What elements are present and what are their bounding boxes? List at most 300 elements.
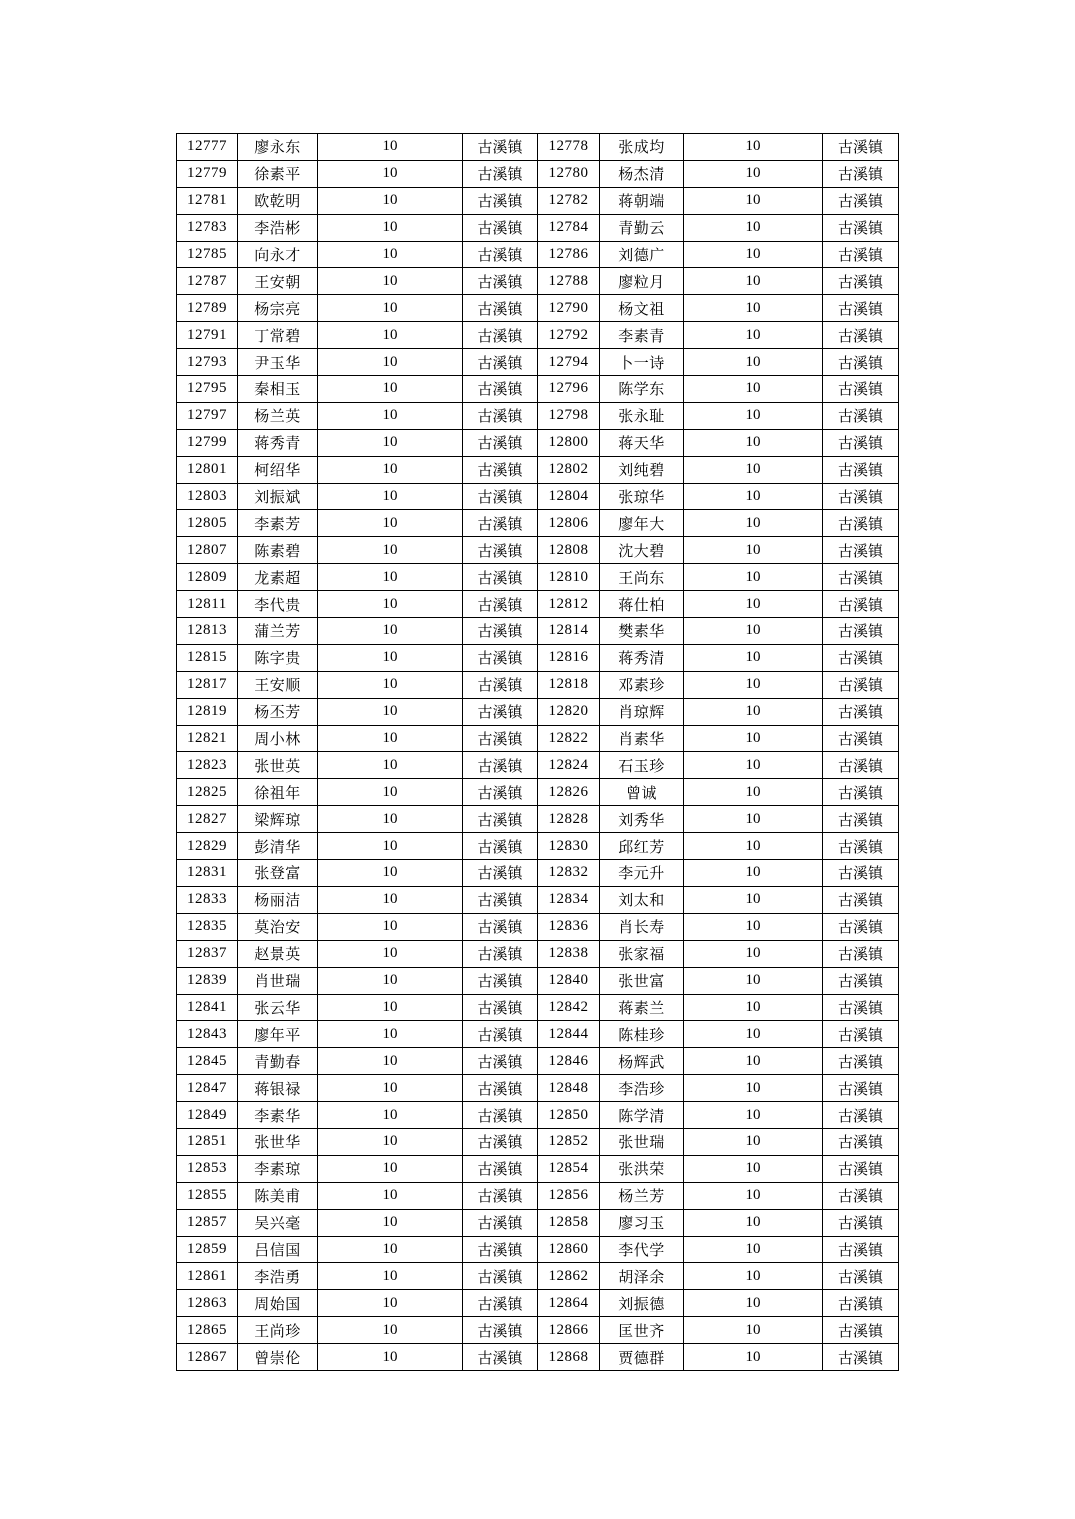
right-town-cell: 古溪镇 — [823, 644, 899, 671]
right-name-cell: 肖琼辉 — [600, 698, 684, 725]
right-score-cell: 10 — [684, 1344, 823, 1371]
table-row — [177, 618, 899, 645]
left-town-cell: 古溪镇 — [463, 1048, 538, 1075]
right-score-cell: 10 — [684, 349, 823, 376]
right-id-cell: 12840 — [538, 967, 600, 994]
right-score-cell: 10 — [684, 1263, 823, 1290]
table-row — [177, 1182, 899, 1209]
left-score-cell: 10 — [318, 1021, 463, 1048]
left-town-cell: 古溪镇 — [463, 886, 538, 913]
left-score-cell: 10 — [318, 1075, 463, 1102]
right-score-cell: 10 — [684, 994, 823, 1021]
right-id-cell: 12848 — [538, 1075, 600, 1102]
right-score-cell: 10 — [684, 241, 823, 268]
left-score-cell: 10 — [318, 402, 463, 429]
table-row — [177, 1155, 899, 1182]
right-town-cell: 古溪镇 — [823, 940, 899, 967]
left-score-cell: 10 — [318, 1182, 463, 1209]
left-id-cell: 12793 — [177, 349, 238, 376]
right-score-cell: 10 — [684, 1317, 823, 1344]
left-name-cell: 李浩彬 — [238, 214, 318, 241]
left-score-cell: 10 — [318, 1048, 463, 1075]
left-score-cell: 10 — [318, 376, 463, 403]
right-town-cell: 古溪镇 — [823, 376, 899, 403]
left-town-cell: 古溪镇 — [463, 1236, 538, 1263]
right-id-cell: 12818 — [538, 671, 600, 698]
right-id-cell: 12854 — [538, 1155, 600, 1182]
right-id-cell: 12844 — [538, 1021, 600, 1048]
left-town-cell: 古溪镇 — [463, 806, 538, 833]
left-score-cell: 10 — [318, 295, 463, 322]
left-id-cell: 12847 — [177, 1075, 238, 1102]
table-row — [177, 1290, 899, 1317]
table-row — [177, 1048, 899, 1075]
left-name-cell: 刘振斌 — [238, 483, 318, 510]
right-name-cell: 李浩珍 — [600, 1075, 684, 1102]
left-id-cell: 12809 — [177, 564, 238, 591]
left-score-cell: 10 — [318, 806, 463, 833]
left-town-cell: 古溪镇 — [463, 1075, 538, 1102]
left-name-cell: 周始国 — [238, 1290, 318, 1317]
left-town-cell: 古溪镇 — [463, 564, 538, 591]
table-row — [177, 349, 899, 376]
table-row — [177, 752, 899, 779]
left-score-cell: 10 — [318, 994, 463, 1021]
right-id-cell: 12778 — [538, 134, 600, 161]
right-name-cell: 贾德群 — [600, 1344, 684, 1371]
left-name-cell: 廖年平 — [238, 1021, 318, 1048]
right-town-cell: 古溪镇 — [823, 241, 899, 268]
left-score-cell: 10 — [318, 483, 463, 510]
right-name-cell: 樊素华 — [600, 618, 684, 645]
left-score-cell: 10 — [318, 349, 463, 376]
right-town-cell: 古溪镇 — [823, 483, 899, 510]
left-town-cell: 古溪镇 — [463, 1155, 538, 1182]
right-town-cell: 古溪镇 — [823, 1290, 899, 1317]
left-id-cell: 12833 — [177, 886, 238, 913]
table-row — [177, 1021, 899, 1048]
table-row — [177, 268, 899, 295]
left-id-cell: 12855 — [177, 1182, 238, 1209]
table-row — [177, 295, 899, 322]
left-name-cell: 陈字贵 — [238, 644, 318, 671]
left-id-cell: 12831 — [177, 860, 238, 887]
right-score-cell: 10 — [684, 1236, 823, 1263]
left-name-cell: 曾崇伦 — [238, 1344, 318, 1371]
right-name-cell: 匡世齐 — [600, 1317, 684, 1344]
right-score-cell: 10 — [684, 967, 823, 994]
table-row — [177, 913, 899, 940]
right-town-cell: 古溪镇 — [823, 429, 899, 456]
right-id-cell: 12860 — [538, 1236, 600, 1263]
left-score-cell: 10 — [318, 779, 463, 806]
left-score-cell: 10 — [318, 1317, 463, 1344]
left-score-cell: 10 — [318, 1263, 463, 1290]
left-name-cell: 张登富 — [238, 860, 318, 887]
left-score-cell: 10 — [318, 833, 463, 860]
left-id-cell: 12863 — [177, 1290, 238, 1317]
table-row — [177, 860, 899, 887]
left-town-cell: 古溪镇 — [463, 429, 538, 456]
left-town-cell: 古溪镇 — [463, 1344, 538, 1371]
table-row — [177, 187, 899, 214]
left-town-cell: 古溪镇 — [463, 187, 538, 214]
left-score-cell: 10 — [318, 1236, 463, 1263]
right-town-cell: 古溪镇 — [823, 537, 899, 564]
left-town-cell: 古溪镇 — [463, 134, 538, 161]
left-id-cell: 12817 — [177, 671, 238, 698]
right-name-cell: 邱红芳 — [600, 833, 684, 860]
left-town-cell: 古溪镇 — [463, 913, 538, 940]
table-row — [177, 322, 899, 349]
left-town-cell: 古溪镇 — [463, 591, 538, 618]
left-id-cell: 12805 — [177, 510, 238, 537]
right-score-cell: 10 — [684, 886, 823, 913]
left-score-cell: 10 — [318, 564, 463, 591]
right-name-cell: 刘太和 — [600, 886, 684, 913]
left-name-cell: 王安顺 — [238, 671, 318, 698]
left-name-cell: 吴兴毫 — [238, 1209, 318, 1236]
right-score-cell: 10 — [684, 456, 823, 483]
right-id-cell: 12792 — [538, 322, 600, 349]
left-id-cell: 12791 — [177, 322, 238, 349]
right-id-cell: 12812 — [538, 591, 600, 618]
left-score-cell: 10 — [318, 1290, 463, 1317]
right-name-cell: 卜一诗 — [600, 349, 684, 376]
table-row — [177, 134, 899, 161]
left-name-cell: 周小林 — [238, 725, 318, 752]
right-town-cell: 古溪镇 — [823, 1075, 899, 1102]
right-name-cell: 肖长寿 — [600, 913, 684, 940]
right-id-cell: 12798 — [538, 402, 600, 429]
right-town-cell: 古溪镇 — [823, 402, 899, 429]
left-town-cell: 古溪镇 — [463, 537, 538, 564]
left-id-cell: 12803 — [177, 483, 238, 510]
right-id-cell: 12780 — [538, 160, 600, 187]
left-name-cell: 彭清华 — [238, 833, 318, 860]
left-id-cell: 12851 — [177, 1128, 238, 1155]
left-town-cell: 古溪镇 — [463, 860, 538, 887]
table-row — [177, 160, 899, 187]
left-id-cell: 12789 — [177, 295, 238, 322]
left-name-cell: 肖世瑞 — [238, 967, 318, 994]
right-name-cell: 肖素华 — [600, 725, 684, 752]
right-name-cell: 杨兰芳 — [600, 1182, 684, 1209]
right-town-cell: 古溪镇 — [823, 1236, 899, 1263]
right-name-cell: 石玉珍 — [600, 752, 684, 779]
left-town-cell: 古溪镇 — [463, 698, 538, 725]
left-name-cell: 向永才 — [238, 241, 318, 268]
left-id-cell: 12867 — [177, 1344, 238, 1371]
left-id-cell: 12843 — [177, 1021, 238, 1048]
left-score-cell: 10 — [318, 752, 463, 779]
right-score-cell: 10 — [684, 779, 823, 806]
right-score-cell: 10 — [684, 376, 823, 403]
left-name-cell: 杨丕芳 — [238, 698, 318, 725]
table-row — [177, 483, 899, 510]
left-id-cell: 12815 — [177, 644, 238, 671]
right-town-cell: 古溪镇 — [823, 268, 899, 295]
left-town-cell: 古溪镇 — [463, 349, 538, 376]
right-score-cell: 10 — [684, 564, 823, 591]
right-score-cell: 10 — [684, 1048, 823, 1075]
right-town-cell: 古溪镇 — [823, 1263, 899, 1290]
left-town-cell: 古溪镇 — [463, 671, 538, 698]
right-town-cell: 古溪镇 — [823, 510, 899, 537]
right-id-cell: 12790 — [538, 295, 600, 322]
right-score-cell: 10 — [684, 1182, 823, 1209]
right-score-cell: 10 — [684, 1102, 823, 1129]
right-score-cell: 10 — [684, 429, 823, 456]
table-row — [177, 564, 899, 591]
right-score-cell: 10 — [684, 483, 823, 510]
right-id-cell: 12862 — [538, 1263, 600, 1290]
right-score-cell: 10 — [684, 1021, 823, 1048]
left-town-cell: 古溪镇 — [463, 725, 538, 752]
right-score-cell: 10 — [684, 860, 823, 887]
left-score-cell: 10 — [318, 644, 463, 671]
left-name-cell: 龙素超 — [238, 564, 318, 591]
right-name-cell: 刘秀华 — [600, 806, 684, 833]
left-town-cell: 古溪镇 — [463, 1209, 538, 1236]
right-id-cell: 12814 — [538, 618, 600, 645]
left-score-cell: 10 — [318, 591, 463, 618]
left-score-cell: 10 — [318, 268, 463, 295]
left-name-cell: 陈美甫 — [238, 1182, 318, 1209]
left-name-cell: 青勤春 — [238, 1048, 318, 1075]
right-score-cell: 10 — [684, 806, 823, 833]
table-row — [177, 671, 899, 698]
left-id-cell: 12795 — [177, 376, 238, 403]
table-row — [177, 376, 899, 403]
right-id-cell: 12868 — [538, 1344, 600, 1371]
left-town-cell: 古溪镇 — [463, 295, 538, 322]
right-name-cell: 曾诚 — [600, 779, 684, 806]
left-town-cell: 古溪镇 — [463, 752, 538, 779]
left-id-cell: 12787 — [177, 268, 238, 295]
right-id-cell: 12824 — [538, 752, 600, 779]
left-score-cell: 10 — [318, 967, 463, 994]
left-id-cell: 12857 — [177, 1209, 238, 1236]
left-name-cell: 蒋银禄 — [238, 1075, 318, 1102]
left-name-cell: 蒲兰芳 — [238, 618, 318, 645]
right-name-cell: 张永耻 — [600, 402, 684, 429]
right-score-cell: 10 — [684, 591, 823, 618]
table-row — [177, 1102, 899, 1129]
left-score-cell: 10 — [318, 1128, 463, 1155]
right-town-cell: 古溪镇 — [823, 456, 899, 483]
left-town-cell: 古溪镇 — [463, 268, 538, 295]
table-row — [177, 241, 899, 268]
left-score-cell: 10 — [318, 1155, 463, 1182]
left-town-cell: 古溪镇 — [463, 1182, 538, 1209]
table-row — [177, 214, 899, 241]
right-id-cell: 12782 — [538, 187, 600, 214]
right-id-cell: 12786 — [538, 241, 600, 268]
right-score-cell: 10 — [684, 1075, 823, 1102]
right-id-cell: 12796 — [538, 376, 600, 403]
right-id-cell: 12852 — [538, 1128, 600, 1155]
left-town-cell: 古溪镇 — [463, 1317, 538, 1344]
right-town-cell: 古溪镇 — [823, 806, 899, 833]
right-score-cell: 10 — [684, 510, 823, 537]
right-name-cell: 沈大碧 — [600, 537, 684, 564]
left-town-cell: 古溪镇 — [463, 994, 538, 1021]
right-id-cell: 12804 — [538, 483, 600, 510]
left-score-cell: 10 — [318, 214, 463, 241]
table-row — [177, 429, 899, 456]
right-score-cell: 10 — [684, 618, 823, 645]
left-name-cell: 王尚珍 — [238, 1317, 318, 1344]
roster-table-body — [177, 134, 899, 1371]
right-town-cell: 古溪镇 — [823, 214, 899, 241]
right-name-cell: 王尚东 — [600, 564, 684, 591]
right-name-cell: 陈学清 — [600, 1102, 684, 1129]
right-name-cell: 张成均 — [600, 134, 684, 161]
right-id-cell: 12836 — [538, 913, 600, 940]
left-name-cell: 杨宗亮 — [238, 295, 318, 322]
right-name-cell: 杨辉武 — [600, 1048, 684, 1075]
left-name-cell: 徐祖年 — [238, 779, 318, 806]
right-town-cell: 古溪镇 — [823, 1021, 899, 1048]
right-name-cell: 胡泽余 — [600, 1263, 684, 1290]
right-id-cell: 12820 — [538, 698, 600, 725]
right-town-cell: 古溪镇 — [823, 1182, 899, 1209]
right-id-cell: 12828 — [538, 806, 600, 833]
right-name-cell: 李代学 — [600, 1236, 684, 1263]
left-score-cell: 10 — [318, 456, 463, 483]
right-name-cell: 廖习玉 — [600, 1209, 684, 1236]
right-town-cell: 古溪镇 — [823, 886, 899, 913]
left-id-cell: 12839 — [177, 967, 238, 994]
right-score-cell: 10 — [684, 1209, 823, 1236]
left-id-cell: 12825 — [177, 779, 238, 806]
right-town-cell: 古溪镇 — [823, 779, 899, 806]
right-name-cell: 李素青 — [600, 322, 684, 349]
right-score-cell: 10 — [684, 295, 823, 322]
left-score-cell: 10 — [318, 940, 463, 967]
table-row — [177, 1209, 899, 1236]
right-town-cell: 古溪镇 — [823, 1155, 899, 1182]
left-town-cell: 古溪镇 — [463, 618, 538, 645]
right-score-cell: 10 — [684, 1155, 823, 1182]
right-score-cell: 10 — [684, 1128, 823, 1155]
left-id-cell: 12837 — [177, 940, 238, 967]
left-town-cell: 古溪镇 — [463, 833, 538, 860]
table-row — [177, 698, 899, 725]
right-id-cell: 12802 — [538, 456, 600, 483]
right-id-cell: 12832 — [538, 860, 600, 887]
left-id-cell: 12777 — [177, 134, 238, 161]
left-town-cell: 古溪镇 — [463, 1290, 538, 1317]
right-town-cell: 古溪镇 — [823, 967, 899, 994]
right-town-cell: 古溪镇 — [823, 564, 899, 591]
left-name-cell: 梁辉琼 — [238, 806, 318, 833]
right-score-cell: 10 — [684, 833, 823, 860]
right-name-cell: 青勤云 — [600, 214, 684, 241]
left-id-cell: 12811 — [177, 591, 238, 618]
left-id-cell: 12779 — [177, 160, 238, 187]
left-name-cell: 李素琼 — [238, 1155, 318, 1182]
right-name-cell: 蒋仕柏 — [600, 591, 684, 618]
left-name-cell: 柯绍华 — [238, 456, 318, 483]
table-row — [177, 1263, 899, 1290]
table-row — [177, 1344, 899, 1371]
right-id-cell: 12864 — [538, 1290, 600, 1317]
right-town-cell: 古溪镇 — [823, 1209, 899, 1236]
left-id-cell: 12853 — [177, 1155, 238, 1182]
left-id-cell: 12845 — [177, 1048, 238, 1075]
right-name-cell: 廖粒月 — [600, 268, 684, 295]
left-name-cell: 杨兰英 — [238, 402, 318, 429]
left-score-cell: 10 — [318, 187, 463, 214]
right-name-cell: 陈学东 — [600, 376, 684, 403]
left-town-cell: 古溪镇 — [463, 456, 538, 483]
left-name-cell: 秦相玉 — [238, 376, 318, 403]
left-name-cell: 尹玉华 — [238, 349, 318, 376]
right-name-cell: 刘德广 — [600, 241, 684, 268]
table-row — [177, 994, 899, 1021]
left-name-cell: 吕信国 — [238, 1236, 318, 1263]
right-name-cell: 刘振德 — [600, 1290, 684, 1317]
right-name-cell: 张世瑞 — [600, 1128, 684, 1155]
left-id-cell: 12785 — [177, 241, 238, 268]
right-town-cell: 古溪镇 — [823, 698, 899, 725]
left-name-cell: 张云华 — [238, 994, 318, 1021]
left-score-cell: 10 — [318, 886, 463, 913]
left-name-cell: 蒋秀青 — [238, 429, 318, 456]
left-town-cell: 古溪镇 — [463, 376, 538, 403]
right-id-cell: 12784 — [538, 214, 600, 241]
left-id-cell: 12797 — [177, 402, 238, 429]
left-id-cell: 12827 — [177, 806, 238, 833]
left-id-cell: 12819 — [177, 698, 238, 725]
left-name-cell: 李素芳 — [238, 510, 318, 537]
left-id-cell: 12823 — [177, 752, 238, 779]
right-town-cell: 古溪镇 — [823, 725, 899, 752]
left-name-cell: 徐素平 — [238, 160, 318, 187]
right-id-cell: 12858 — [538, 1209, 600, 1236]
left-id-cell: 12865 — [177, 1317, 238, 1344]
left-score-cell: 10 — [318, 537, 463, 564]
right-name-cell: 张琼华 — [600, 483, 684, 510]
right-score-cell: 10 — [684, 1290, 823, 1317]
right-name-cell: 蒋朝端 — [600, 187, 684, 214]
right-town-cell: 古溪镇 — [823, 295, 899, 322]
table-row — [177, 1236, 899, 1263]
right-id-cell: 12808 — [538, 537, 600, 564]
right-score-cell: 10 — [684, 214, 823, 241]
right-id-cell: 12856 — [538, 1182, 600, 1209]
left-score-cell: 10 — [318, 429, 463, 456]
right-name-cell: 蒋素兰 — [600, 994, 684, 1021]
table-row — [177, 591, 899, 618]
right-town-cell: 古溪镇 — [823, 913, 899, 940]
left-id-cell: 12813 — [177, 618, 238, 645]
left-score-cell: 10 — [318, 134, 463, 161]
left-id-cell: 12807 — [177, 537, 238, 564]
table-row — [177, 644, 899, 671]
right-score-cell: 10 — [684, 160, 823, 187]
right-name-cell: 蒋天华 — [600, 429, 684, 456]
left-town-cell: 古溪镇 — [463, 241, 538, 268]
left-name-cell: 李浩勇 — [238, 1263, 318, 1290]
right-town-cell: 古溪镇 — [823, 1102, 899, 1129]
left-score-cell: 10 — [318, 510, 463, 537]
left-id-cell: 12829 — [177, 833, 238, 860]
table-row — [177, 1075, 899, 1102]
left-id-cell: 12835 — [177, 913, 238, 940]
